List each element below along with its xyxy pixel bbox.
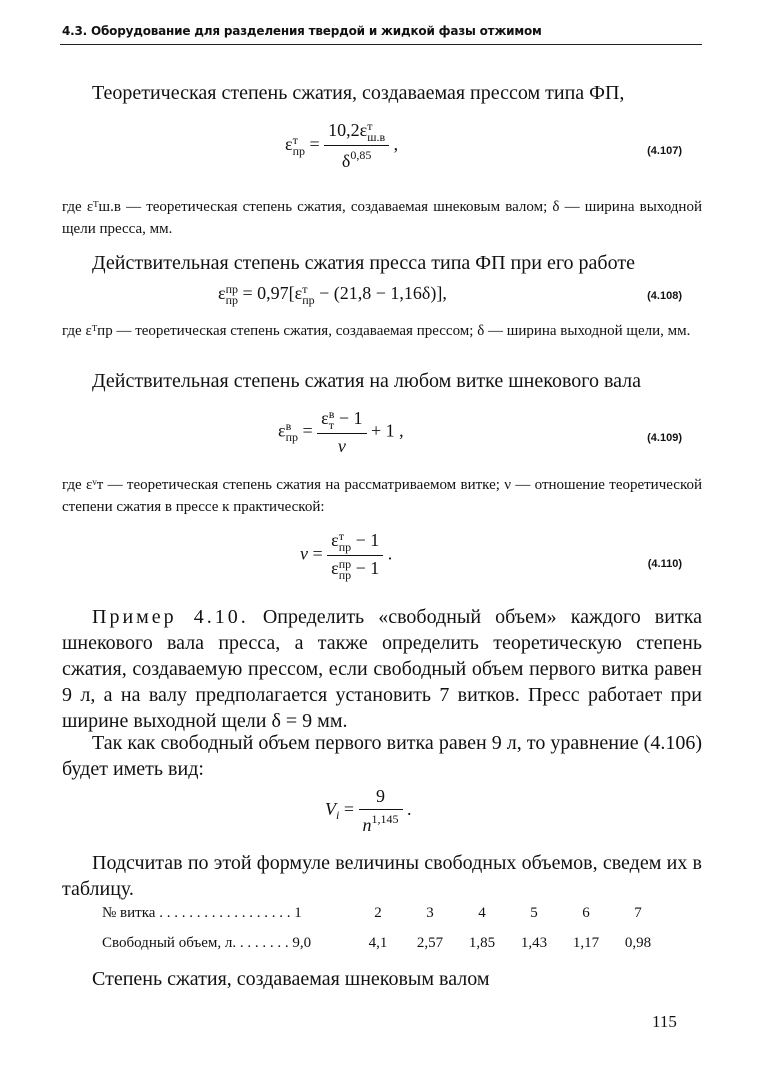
table-cell: 1,17 [572, 934, 600, 951]
table-cell: 0,98 [624, 934, 652, 951]
table-cell: 4 [478, 904, 486, 921]
equation-number-4-110: (4.110) [647, 558, 682, 570]
table-row [102, 928, 664, 958]
paragraph-equation-form: Так как свободный объем первого витка равен 9 л, то уравнение (4.106) будет иметь вид: [62, 732, 702, 780]
table-cell: 1,85 [468, 934, 496, 951]
table-row-label: Свободный объем, л. . . . . . . . 9,0 [102, 934, 312, 951]
equation-number-4-107: (4.107) [647, 145, 682, 157]
paragraph-table-intro: Подсчитав по этой формуле величины свободных объемов, сведем их в таблицу. [62, 852, 702, 900]
paragraph-theoretical-compression: Теоретическая степень сжатия, создаваемая прессом типа ФП, [92, 82, 625, 104]
equation-number-4-109: (4.109) [647, 432, 682, 444]
equation-4-108: ε пр пр = 0,97[ε т пр − (21,8 − 1,16δ)], [218, 281, 447, 307]
table-cell: 2,57 [416, 934, 444, 951]
table-cell: 1,43 [520, 934, 548, 951]
paragraph-screw-compression: Степень сжатия, создаваемая шнековым валом [92, 968, 490, 990]
equation-4-107: ε т пр = 10,2ε т ш.в $\delta^{0,85}$ , [285, 118, 399, 171]
example-4-10 [62, 604, 702, 734]
paragraph-where-108: где εᵀпр — теоретическая степень сжатия, создаваемая прессом; δ — ширина выходной щели, мм. [62, 323, 691, 339]
table-row-label: № витка . . . . . . . . . . . . . . . . . . 1 [102, 904, 302, 921]
paragraph-where-109: где εᵛт — теоретическая степень сжатия на рассматриваемом витке; ν — отношение теоретической степени сжатия в прессе к практической: [62, 477, 702, 515]
table-cell: 7 [634, 904, 642, 921]
equation-number-4-108: (4.108) [647, 290, 682, 302]
example-text: Определить «свободный объем» каждого витка шнекового вала пресса, а также определить теоретическую степень сжатия, создаваемую прессом, если свободный объем первого витка равен 9 л, а на валу предполагается установить 7 витков. Пресс работает при ширине выходной щели δ = 9 мм. [62, 606, 702, 732]
header-rule [60, 44, 702, 45]
table-row [102, 898, 664, 928]
table-cell: 2 [374, 904, 382, 921]
paragraph-actual-compression: Действительная степень сжатия пресса типа ФП при его работе [92, 252, 635, 274]
running-header: 4.3. Оборудование для разделения твердой и жидкой фазы отжимом [62, 24, 542, 38]
page-number: 115 [652, 1012, 677, 1031]
table-cell: 3 [426, 904, 434, 921]
paragraph-where-107: где εᵀш.в — теоретическая степень сжатия, создаваемая шнековым валом; δ — ширина выходной щели пресса, мм. [62, 199, 702, 237]
equation-4-109: ε в пр = ε в т − 1 ν + 1 , [278, 406, 404, 456]
free-volume-table [102, 898, 664, 958]
example-label: Пример 4.10. [92, 606, 249, 628]
paragraph-compression-on-turn: Действительная степень сжатия на любом витке шнекового вала [92, 370, 642, 392]
equation-vi: $V_i$ = $\frac{9}{n^{1,145}}$ . [325, 786, 412, 835]
table-cell: 6 [582, 904, 590, 921]
equation-4-110: ν = ε т пр − 1 ε пр пр − 1 . [300, 528, 393, 582]
table-cell: 4,1 [368, 934, 388, 951]
table-cell: 5 [530, 904, 538, 921]
